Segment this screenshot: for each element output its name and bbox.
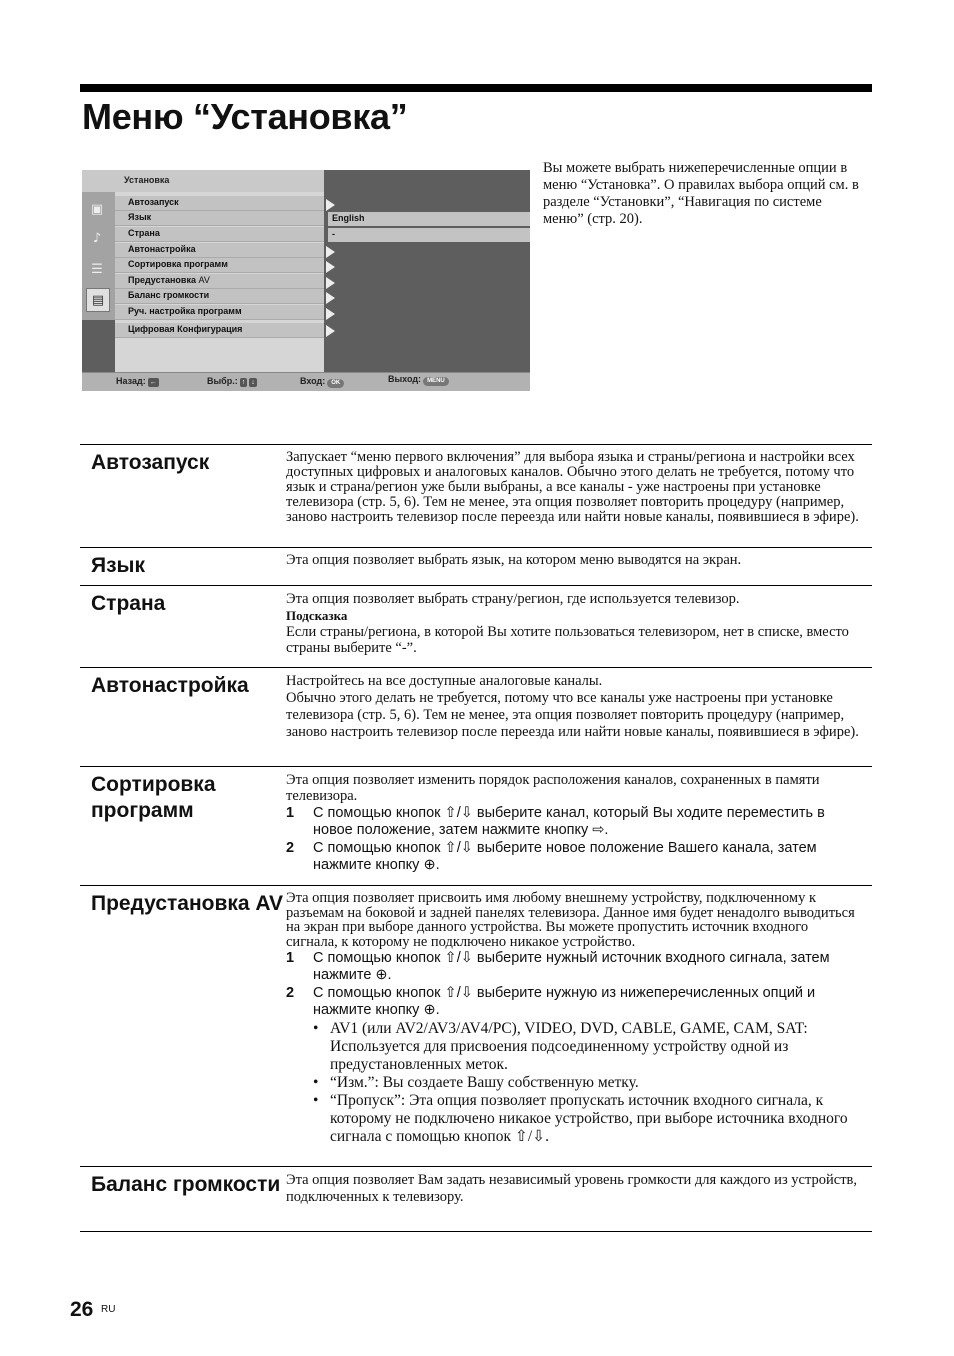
option-name: Язык: [91, 554, 145, 577]
step: 2 С помощью кнопок ⇧/⇩ выберите новое положение Вашего канала, затем нажмите кнопку ⊕.: [286, 840, 817, 873]
step: 2 С помощью кнопок ⇧/⇩ выберите нужную из нижеперечисленных опций и нажмите кнопку ⊕.: [286, 985, 816, 1018]
option-row-country: [80, 586, 872, 668]
footer-enter: Вход: OK: [300, 376, 344, 388]
step: 1 С помощью кнопок ⇧/⇩ выберите нужный источник входного сигнала, затем нажмите ⊕.: [286, 950, 830, 983]
submenu-arrow: [326, 199, 335, 211]
option-description: Эта опция позволяет присвоить имя любому внешнему устройству, подключенному к разъемам на боковой и задней панелях телевизора. Данное имя будет ненадолго выводиться на экран при выборе данного устройства. Вы можете пропустить источник входного сигнала, к которому не подключено никакое устройство. 1 С помощью кнопок ⇧/⇩ выберите нужный источник входного сигнала, затем нажмите ⊕. 2 С помощью кнопок ⇧/⇩ выберите нужную из нижеперечисленных опций и нажмите кнопку ⊕. • AV1 (или AV2/AV3/AV4/PC), VIDEO, DVD, CABLE, GAME, CAM, SAT: Используется для присвоения подсоединенному устройству одной из предустановленных меток. • “Изм.”: Вы создаете Вашу собственную метку. • “Пропуск”: Эта опция позволяет пропускать источник входного сигнала, к которому не подключено никакое устройство, при выборе источника входного сигнала с помощью кнопок ⇧/⇩.: [286, 891, 861, 1160]
menu-list: [115, 192, 324, 372]
footer-select: Выбр.: ↑ ↓: [207, 376, 255, 386]
list-item: • “Изм.”: Вы создаете Вашу собственную метку.: [313, 1074, 861, 1092]
option-name: Страна: [91, 592, 166, 615]
menu-item-language: Язык: [115, 211, 324, 226]
submenu-arrow: [326, 292, 335, 304]
intro-text: Вы можете выбрать нижеперечисленные опции в меню “Установка”. О правилах выбора опций см. в разделе “Установки”, “Навигация по системе меню” (стр. 20).: [543, 160, 859, 227]
submenu-arrow: [326, 325, 335, 337]
submenu-arrow: [326, 277, 335, 289]
picture-icon: ▣: [90, 201, 104, 217]
sound-icon: ♪: [92, 230, 102, 246]
menu-item-balance: Баланс громкости: [115, 289, 324, 304]
list-item: • AV1 (или AV2/AV3/AV4/PC), VIDEO, DVD, CABLE, GAME, CAM, SAT: Используется для присвоения подсоединенному устройству одной из предустановленных меток.: [313, 1020, 861, 1074]
menu-key-icon: MENU: [423, 377, 449, 386]
preset-options-list: [313, 1020, 861, 1146]
up-arrow-icon: ↑: [241, 379, 246, 386]
option-row-language: [80, 548, 872, 586]
option-name: Баланс громкости: [91, 1173, 281, 1196]
page-title: Меню “Установка”: [82, 96, 408, 137]
option-row-autostart: [80, 445, 872, 548]
menu-header-title: Установка: [124, 175, 170, 185]
down-arrow-icon: ↓: [251, 379, 255, 386]
enter-key-icon: OK: [327, 379, 344, 388]
option-description: Настройтесь на все доступные аналоговые каналы. Обычно этого делать не требуется, потому что все каналы уже настроены при установке телевизора (стр. 5, 6). Тем не менее, эта опция позволяет повторить процедуру (например, заново настроить телевизор после переезда или найти новые каналы, появившиеся в эфире).: [286, 673, 859, 740]
option-description: Эта опция позволяет изменить порядок расположения каналов, сохраненных в памяти телевизора. 1 С помощью кнопок ⇧/⇩ выберите канал, который Вы ходите переместить в новое положение, затем нажмите кнопку ⇨. 2 С помощью кнопок ⇧/⇩ выберите новое положение Вашего канала, затем нажмите кнопку ⊕.: [286, 772, 861, 879]
option-row-sort: [80, 767, 872, 886]
menu-value-language: English: [328, 212, 530, 226]
menu-item-sort: Сортировка программ: [115, 258, 324, 273]
menu-header: [82, 170, 324, 192]
top-rule: [80, 84, 872, 92]
option-name: Автонастройка: [91, 674, 249, 697]
list-icon: ☰: [91, 261, 103, 277]
option-description: Эта опция позволяет Вам задать независимый уровень громкости для каждого из устройств, подключенных к телевизору.: [286, 1172, 858, 1205]
option-description: Эта опция позволяет выбрать язык, на котором меню выводятся на экран.: [286, 552, 742, 568]
option-row-balance: [80, 1167, 872, 1232]
option-name: Предустановка AV: [91, 892, 284, 915]
menu-icon-bar: [82, 192, 115, 320]
submenu-arrow: [326, 246, 335, 258]
option-description: Запускает “меню первого включения” для выбора языка и страны/региона и настройки всех доступных цифровых и аналоговых каналов. Обычно этого делать не требуется, потому что язык и страна/регион уже были выбраны, а все каналы - уже настроены при установке телевизора (стр. 5, 6). Тем не менее, эта опция позволяет повторить процедуру (например, заново настроить телевизор после переезда или найти новые каналы, появившиеся в эфире).: [286, 449, 859, 525]
menu-item-digital-config: Цифровая Конфигурация: [115, 323, 324, 338]
option-name: Автозапуск: [91, 451, 210, 474]
option-row-autotune: [80, 668, 872, 767]
option-name: Сортировка программ: [91, 773, 216, 822]
footer-exit: Выход: MENU: [388, 374, 449, 386]
menu-item-autostart: Автозапуск: [115, 196, 324, 211]
option-description: Эта опция позволяет выбрать страну/регион, где используется телевизор. Подсказка Если страны/региона, в которой Вы хотите пользоваться телевизором, нет в списке, вместо страны выберите “-”.: [286, 591, 861, 661]
options-table: [80, 444, 872, 1232]
menu-item-manual-tune: Руч. настройка программ: [115, 305, 324, 320]
step: 1 С помощью кнопок ⇧/⇩ выберите канал, который Вы ходите переместить в новое положение, затем нажмите кнопку ⇨.: [286, 805, 825, 838]
menu-item-preset-av: Предустановка AV: [115, 274, 324, 289]
menu-item-country: Страна: [115, 227, 324, 242]
footer-back: Назад: ←: [116, 376, 157, 386]
list-item: • “Пропуск”: Эта опция позволяет пропускать источник входного сигнала, к которому не подключено никакое устройство, при выборе источника входного сигнала с помощью кнопок ⇧/⇩.: [313, 1092, 861, 1146]
page-language: RU: [101, 1304, 116, 1315]
setup-menu-screenshot: [82, 170, 530, 390]
menu-value-country: -: [328, 228, 530, 242]
menu-footer: [82, 372, 530, 391]
option-row-preset-av: [80, 886, 872, 1167]
submenu-arrow: [326, 261, 335, 273]
page-number: 26: [70, 1298, 94, 1321]
submenu-arrow: [326, 308, 335, 320]
left-arrow-icon: ←: [149, 379, 157, 386]
setup-icon: ▤: [86, 288, 110, 312]
hint-label: Подсказка: [286, 608, 348, 623]
menu-item-autotune: Автонастройка: [115, 243, 324, 258]
